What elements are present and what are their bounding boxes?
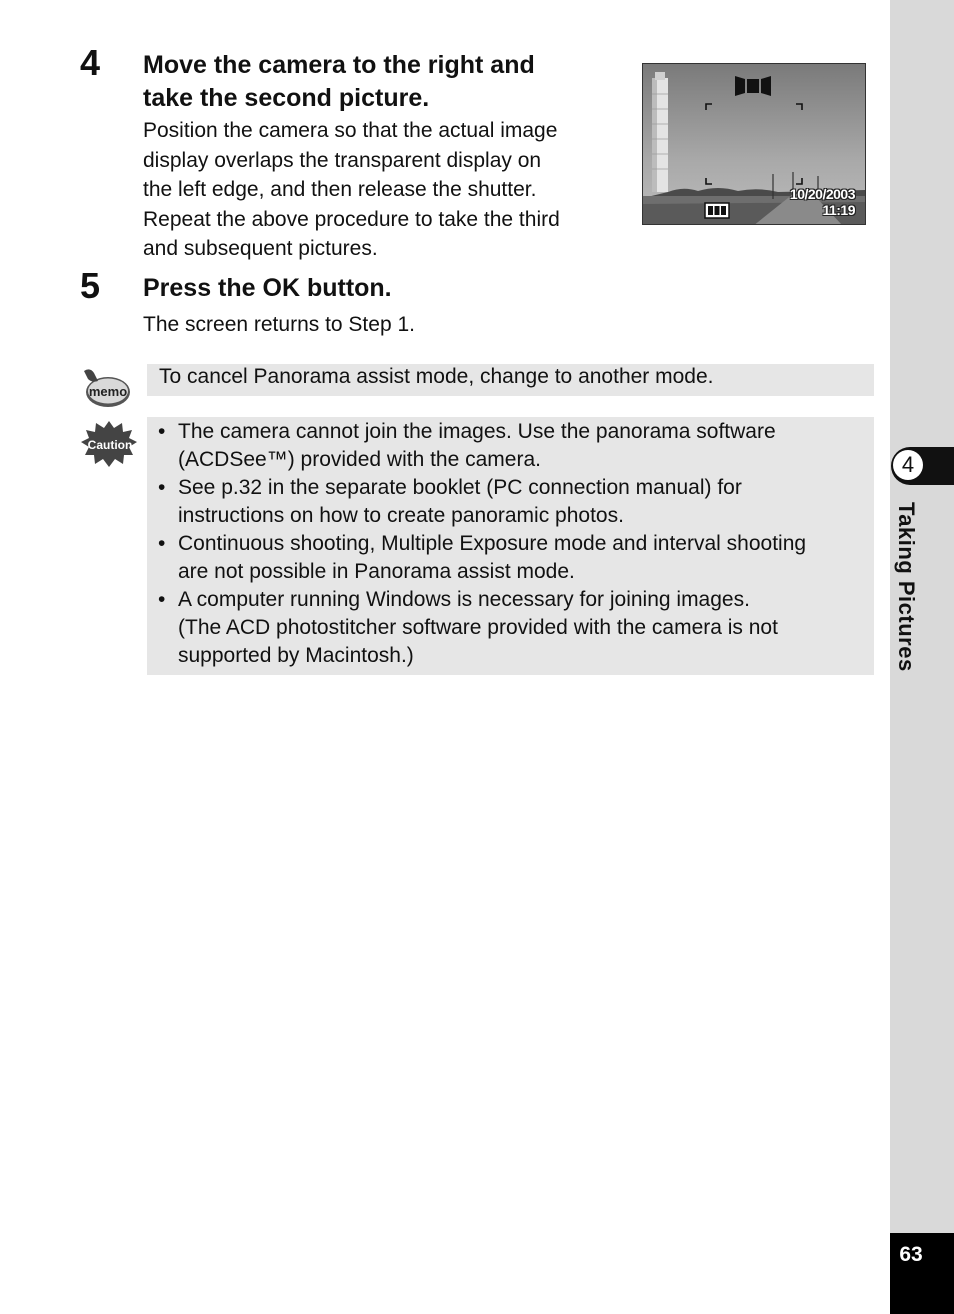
list-item <box>158 474 868 530</box>
body-line: the left edge, and then release the shutter. <box>143 178 537 201</box>
memo-icon-label: memo <box>88 384 128 399</box>
list-item <box>158 530 868 586</box>
page-number: 63 <box>899 1243 923 1266</box>
step-5-number: 5 <box>80 265 101 306</box>
battery-icon <box>705 203 729 218</box>
list-item-line: See p.32 in the separate booklet (PC connection manual) for <box>178 476 742 499</box>
list-item <box>158 586 868 670</box>
step-5-title: Press the OK button. <box>143 274 392 302</box>
caution-icon-label: Caution <box>87 438 133 452</box>
step-4-title-line-2: take the second picture. <box>143 84 430 112</box>
step-4-body <box>143 116 560 264</box>
list-item <box>158 418 868 474</box>
bullet: • <box>158 588 166 611</box>
body-line: display overlaps the transparent display on <box>143 148 542 172</box>
list-item-line: A computer running Windows is necessary for joining images. <box>178 588 750 611</box>
list-item-line: supported by Macintosh.) <box>178 644 414 667</box>
step-4-title-line-1: Move the camera to the right and <box>143 51 535 79</box>
step-4-number: 4 <box>80 42 101 83</box>
date-time-overlay <box>790 186 855 218</box>
camera-screen-illustration <box>642 63 866 225</box>
list-item-line: (The ACD photostitcher software provided with the camera is not <box>178 616 778 639</box>
bullet: • <box>158 532 166 555</box>
panorama-mode-icon <box>735 76 771 96</box>
screen-time: 11:19 <box>822 202 855 218</box>
list-item-line: Continuous shooting, Multiple Exposure mode and interval shooting <box>178 532 807 555</box>
caution-icon <box>80 420 138 468</box>
body-line: Position the camera so that the actual image <box>143 119 558 142</box>
list-item-line: The camera cannot join the images. Use the panorama software <box>178 420 776 443</box>
memo-icon <box>80 365 132 411</box>
memo-text: To cancel Panorama assist mode, change to another mode. <box>159 365 714 388</box>
bullet: • <box>158 420 166 443</box>
step-5-body <box>143 310 415 340</box>
body-line: and subsequent pictures. <box>143 237 378 260</box>
body-line: The screen returns to Step 1. <box>143 313 415 336</box>
body-line: Repeat the above procedure to take the third <box>143 207 560 231</box>
chapter-number: 4 <box>893 450 923 480</box>
list-item-line: (ACDSee™) provided with the camera. <box>178 448 541 471</box>
list-item-line: instructions on how to create panoramic photos. <box>178 504 624 527</box>
bullet: • <box>158 476 166 499</box>
chapter-title: Taking Pictures <box>894 502 919 672</box>
caution-list <box>158 418 868 670</box>
screen-date: 10/20/2003 <box>789 186 855 202</box>
list-item-line: are not possible in Panorama assist mode. <box>178 560 575 583</box>
